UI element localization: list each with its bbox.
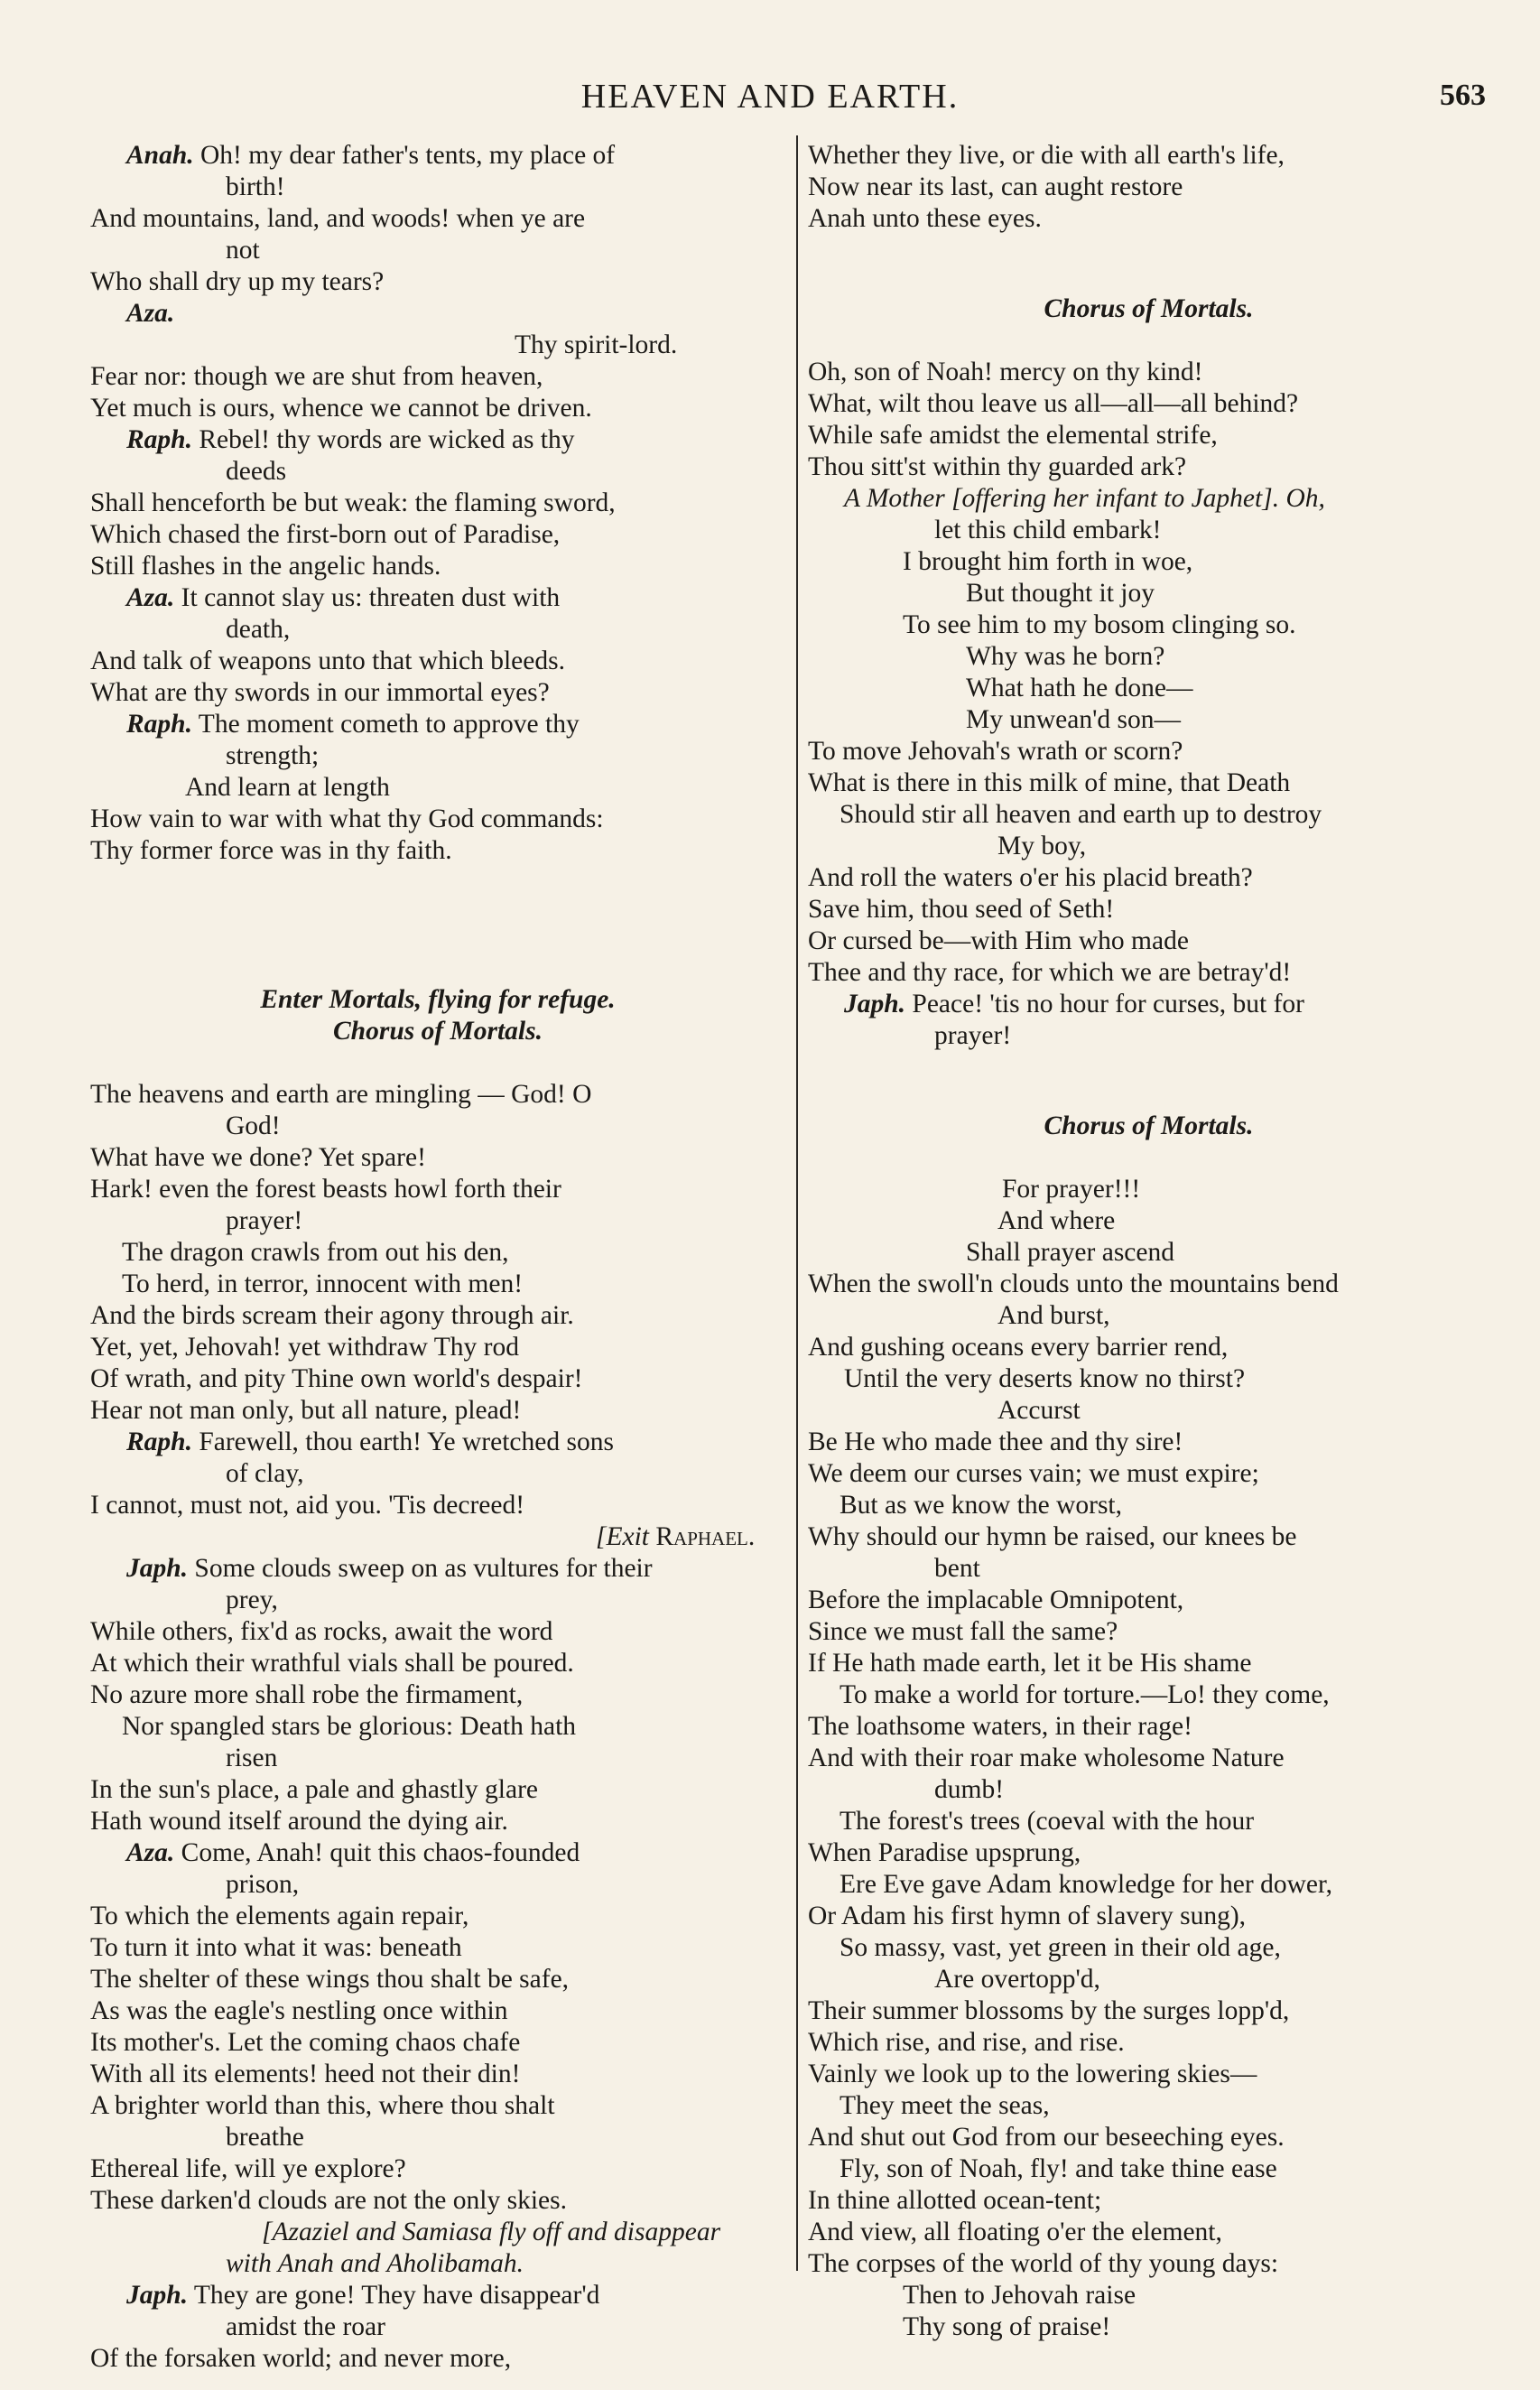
verse-line: Yet much is ours, whence we cannot be driven. (90, 394, 592, 423)
verse-line (90, 424, 785, 456)
verse-line: In the sun's place, a pale and ghastly glare (90, 1775, 538, 1804)
verse-line (90, 1553, 785, 1585)
verse-line: prayer! (226, 1206, 303, 1235)
speaker-name: Aza. (126, 1838, 175, 1867)
verse-line: The corpses of the world of thy young days: (808, 2249, 1279, 2278)
verse-text: Come, Anah! quit this chaos-founded (174, 1838, 580, 1867)
spacer (90, 925, 785, 984)
verse-line: What is there in this milk of mine, that Death (808, 768, 1291, 797)
verse-line: Who shall dry up my tears? (90, 267, 385, 296)
left-column (90, 140, 785, 2375)
verse-line: I cannot, must not, aid you. 'Tis decreed! (90, 1491, 525, 1520)
verse-line: Vainly we look up to the lowering skies— (808, 2060, 1257, 2088)
verse-line: Why should our hymn be raised, our knees be (808, 1522, 1297, 1551)
verse-line: What, wilt thou leave us all—all—all behind? (808, 389, 1299, 418)
verse-line: A brighter world than this, where thou shalt (90, 2091, 555, 2120)
verse-line: of clay, (226, 1459, 304, 1488)
verse-line: Fly, son of Noah, fly! and take thine ease (840, 2154, 1277, 2183)
verse-line: Of the forsaken world; and never more, (90, 2344, 512, 2373)
verse-line (90, 2217, 785, 2248)
verse-line: Ethereal life, will ye explore? (90, 2154, 406, 2183)
verse-line: And with their roar make wholesome Nature (808, 1744, 1285, 1772)
right-column (808, 140, 1489, 2343)
stage-direction: A Mother [offering her infant to Japhet]. Oh, (844, 484, 1325, 513)
spacer (808, 1142, 1489, 1174)
verse-line: And the birds scream their agony through air. (90, 1301, 574, 1330)
verse-line: breathe (226, 2123, 304, 2152)
verse-line: These darken'd clouds are not the only skies. (90, 2186, 567, 2215)
verse-line: For prayer!!! (1002, 1175, 1141, 1204)
verse-line: Thy spirit-lord. (515, 330, 678, 359)
speaker-name: Raph. (126, 710, 192, 739)
verse-line: To see him to my bosom clinging so. (903, 610, 1296, 639)
verse-line: To make a world for torture.—Lo! they come, (840, 1680, 1330, 1709)
verse-line: strength; (226, 741, 320, 770)
verse-line: When the swoll'n clouds unto the mountains bend (808, 1269, 1339, 1298)
speaker-name: Raph. (126, 425, 192, 454)
verse-line: And mountains, land, and woods! when ye are (90, 204, 586, 233)
character-name: Raphael. (649, 1522, 756, 1551)
verse-line (90, 709, 785, 740)
verse-line: Fear nor: though we are shut from heaven, (90, 362, 543, 391)
verse-line (90, 1427, 785, 1458)
running-title: HEAVEN AND EARTH. (580, 78, 960, 116)
verse-line: Its mother's. Let the coming chaos chafe (90, 2028, 521, 2057)
verse-line: The forest's trees (coeval with the hour (840, 1807, 1255, 1836)
verse-line: Save him, thou seed of Seth! (808, 895, 1115, 924)
verse-line: And where (997, 1206, 1116, 1235)
verse-line: Now near its last, can aught restore (808, 172, 1183, 201)
verse-line: Ere Eve gave Adam knowledge for her dower, (840, 1870, 1332, 1899)
verse-line: Whether they live, or die with all earth's life, (808, 141, 1285, 170)
verse-line: My boy, (997, 832, 1087, 860)
verse-line: The dragon crawls from out his den, (122, 1238, 509, 1267)
verse-line: To which the elements again repair, (90, 1902, 469, 1930)
verse-line: My unwean'd son— (966, 705, 1182, 734)
verse-line: What are thy swords in our immortal eyes? (90, 678, 550, 707)
verse-line: Thy former force was in thy faith. (90, 836, 452, 865)
section-heading: Chorus of Mortals. (333, 1017, 543, 1046)
verse-line: Oh, son of Noah! mercy on thy kind! (808, 358, 1203, 386)
section-heading: Chorus of Mortals. (1044, 294, 1254, 323)
verse-line: As was the eagle's nestling once within (90, 1996, 508, 2025)
verse-line: Shall henceforth be but weak: the flaming sword, (90, 488, 616, 517)
verse-line: let this child embark! (934, 516, 1162, 544)
stage-direction: with Anah and Aholibamah. (226, 2249, 524, 2278)
verse-line: The shelter of these wings thou shalt be safe, (90, 1965, 570, 1994)
verse-line: amidst the roar (226, 2312, 385, 2341)
verse-line: But thought it joy (966, 579, 1155, 608)
verse-line: deeds (226, 457, 287, 486)
verse-line: In thine allotted ocean-tent; (808, 2186, 1102, 2215)
verse-line (808, 989, 1489, 1020)
verse-line: With all its elements! heed not their din! (90, 2060, 521, 2088)
verse-line (90, 1837, 785, 1869)
verse-line: Which rise, and rise, and rise. (808, 2028, 1125, 2057)
verse-line (808, 483, 1489, 515)
verse-line: Accurst (997, 1396, 1081, 1425)
stage-direction: [Azaziel and Samiasa fly off and disappear (262, 2218, 721, 2246)
verse-line: Anah unto these eyes. (808, 204, 1042, 233)
verse-text: Oh! my dear father's tents, my place of (193, 141, 616, 170)
verse-line: prey, (226, 1586, 278, 1614)
column-divider (796, 135, 798, 2271)
verse-line: not (226, 236, 260, 265)
verse-line: The loathsome waters, in their rage! (808, 1712, 1192, 1741)
verse-line: death, (226, 615, 291, 644)
verse-line: Nor spangled stars be glorious: Death hath (122, 1712, 577, 1741)
verse-line: And burst, (997, 1301, 1110, 1330)
stage-direction: [Exit (596, 1522, 649, 1551)
verse-line: bent (934, 1554, 980, 1583)
speaker-name: Aza. (126, 583, 175, 612)
verse-line: Thy song of praise! (903, 2312, 1111, 2341)
verse-line: And learn at length (185, 773, 390, 802)
verse-text: Farewell, thou earth! Ye wretched sons (191, 1427, 614, 1456)
verse-line: While others, fix'd as rocks, await the word (90, 1617, 553, 1646)
verse-line: birth! (226, 172, 285, 201)
verse-line: Hear not man only, but all nature, plead! (90, 1396, 522, 1425)
spacer (90, 1047, 785, 1079)
spacer (90, 867, 785, 925)
verse-line: Before the implacable Omnipotent, (808, 1586, 1184, 1614)
section-heading: Enter Mortals, flying for refuge. (260, 985, 616, 1014)
verse-line: Since we must fall the same? (808, 1617, 1118, 1646)
verse-line: Be He who made thee and thy sire! (808, 1427, 1183, 1456)
spacer (808, 1052, 1489, 1111)
page-header (0, 77, 1540, 122)
speaker-name: Japh. (126, 1554, 189, 1583)
verse-line: Hath wound itself around the dying air. (90, 1807, 508, 1836)
verse-line (90, 2248, 785, 2280)
spacer (808, 325, 1489, 357)
spacer (808, 235, 1489, 293)
verse-line: No azure more shall robe the firmament, (90, 1680, 524, 1709)
verse-line: And roll the waters o'er his placid breath? (808, 863, 1253, 892)
verse-line: What hath he done— (966, 674, 1193, 702)
section-heading: Chorus of Mortals. (1044, 1111, 1254, 1140)
speaker-name: Japh. (844, 990, 906, 1018)
verse-line: When Paradise upsprung, (808, 1838, 1081, 1867)
verse-line: And shut out God from our beseeching eyes. (808, 2123, 1285, 2152)
verse-line: Are overtopp'd, (934, 1965, 1100, 1994)
speaker-name: Anah. (126, 141, 194, 170)
verse-line: We deem our curses vain; we must expire; (808, 1459, 1259, 1488)
verse-line: While safe amidst the elemental strife, (808, 421, 1218, 450)
verse-line: Their summer blossoms by the surges lopp'd, (808, 1996, 1290, 2025)
verse-line: So massy, vast, yet green in their old age, (840, 1933, 1281, 1962)
verse-line: Yet, yet, Jehovah! yet withdraw Thy rod (90, 1333, 519, 1362)
verse-line (90, 582, 785, 614)
verse-line: Thee and thy race, for which we are betray'd! (808, 958, 1292, 987)
verse-line: To herd, in terror, innocent with men! (122, 1269, 524, 1298)
verse-line: At which their wrathful vials shall be poured. (90, 1649, 574, 1678)
verse-line: And gushing oceans every barrier rend, (808, 1333, 1229, 1362)
verse-text: They are gone! They have disappear'd (188, 2281, 600, 2310)
page-number: 563 (1440, 79, 1486, 112)
verse-line: Of wrath, and pity Thine own world's despair! (90, 1364, 583, 1393)
verse-line: Or cursed be—with Him who made (808, 926, 1189, 955)
verse-line: risen (226, 1744, 278, 1772)
speaker-name: Japh. (126, 2281, 189, 2310)
verse-line: They meet the seas, (840, 2091, 1050, 2120)
verse-line (90, 298, 785, 330)
verse-line: Hark! even the forest beasts howl forth their (90, 1175, 561, 1204)
verse-line: prayer! (934, 1021, 1012, 1050)
verse-line: Still flashes in the angelic hands. (90, 552, 441, 581)
verse-line: Or Adam his first hymn of slavery sung), (808, 1902, 1247, 1930)
verse-line (90, 140, 785, 172)
speaker-name: Aza. (126, 299, 175, 328)
verse-text: The moment cometh to approve thy (191, 710, 580, 739)
verse-line: I brought him forth in woe, (903, 547, 1193, 576)
speaker-name: Raph. (126, 1427, 192, 1456)
verse-line: Then to Jehovah raise (903, 2281, 1136, 2310)
verse-line: dumb! (934, 1775, 1005, 1804)
verse-line: And view, all floating o'er the element, (808, 2218, 1222, 2246)
verse-line (90, 2280, 785, 2311)
verse-line: But as we know the worst, (840, 1491, 1122, 1520)
verse-line (90, 1521, 785, 1553)
verse-text: Rebel! thy words are wicked as thy (191, 425, 575, 454)
verse-line: How vain to war with what thy God commands: (90, 804, 604, 833)
verse-line: Thou sitt'st within thy guarded ark? (808, 452, 1187, 481)
verse-line: Which chased the first-born out of Paradise, (90, 520, 561, 549)
verse-line: Shall prayer ascend (966, 1238, 1174, 1267)
verse-line: To move Jehovah's wrath or scorn? (808, 737, 1183, 766)
verse-line: Should stir all heaven and earth up to destroy (840, 800, 1322, 829)
verse-text: Peace! 'tis no hour for curses, but for (905, 990, 1304, 1018)
verse-line: The heavens and earth are mingling — God! O (90, 1080, 592, 1109)
verse-line: Why was he born? (966, 642, 1165, 671)
verse-line: Until the very deserts know no thirst? (844, 1364, 1246, 1393)
verse-line: What have we done? Yet spare! (90, 1143, 426, 1172)
verse-line: If He hath made earth, let it be His shame (808, 1649, 1252, 1678)
verse-text: Some clouds sweep on as vultures for their (188, 1554, 653, 1583)
verse-line: prison, (226, 1870, 300, 1899)
verse-line: And talk of weapons unto that which bleeds. (90, 646, 565, 675)
verse-line: To turn it into what it was: beneath (90, 1933, 462, 1962)
verse-line: God! (226, 1111, 281, 1140)
verse-text: It cannot slay us: threaten dust with (174, 583, 561, 612)
